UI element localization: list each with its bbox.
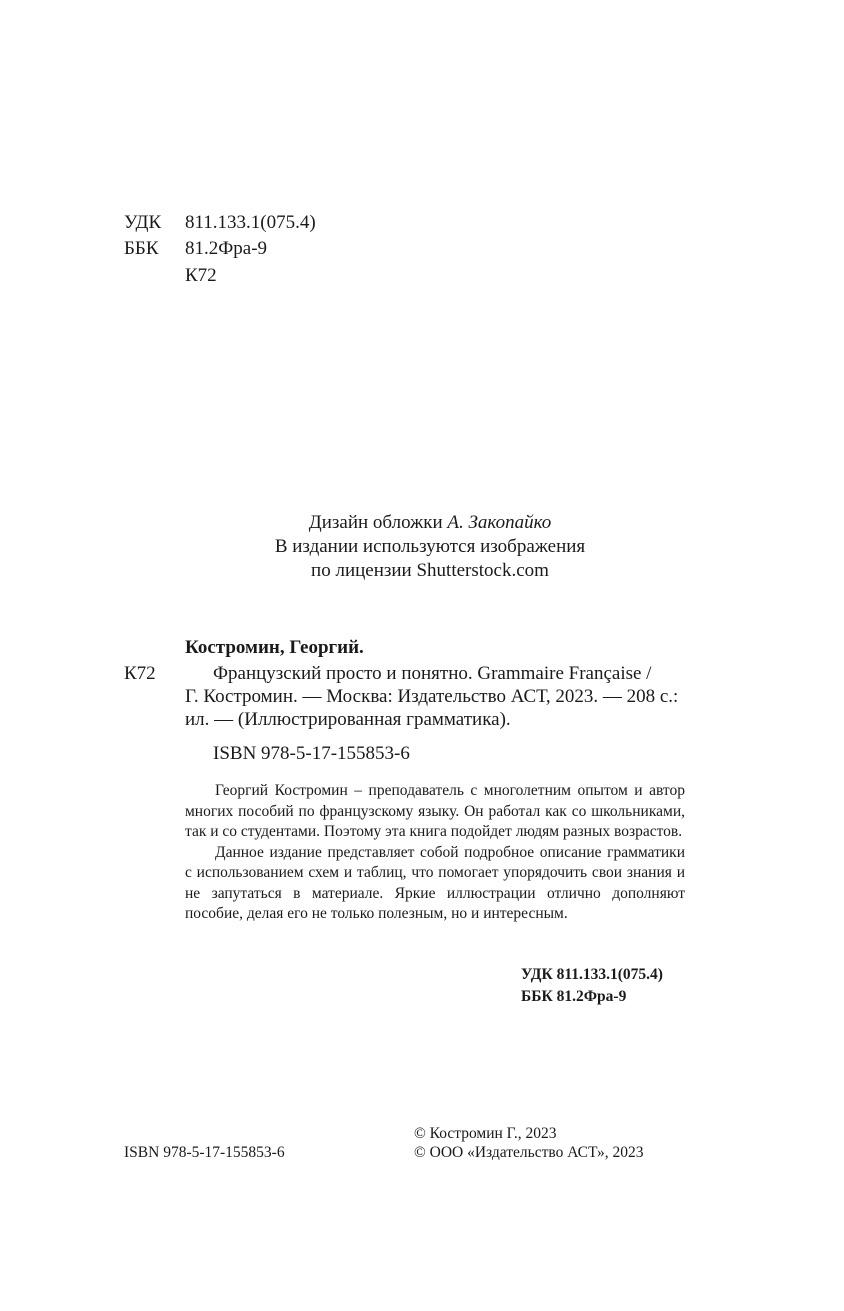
udk-value: 811.133.1(075.4) [185,212,316,233]
credits-block [200,511,660,583]
annotation-paragraph-2: Данное издание представляет собой подробное описание грамматики с использованием схем и таблиц, что помогает упорядочить свои знания и не запутаться в материале. Яркие иллюстрации отлично дополняют пособие, делая его не только полезным, но и интересным. [185,843,685,922]
udk-repeat: УДК 811.133.1(075.4) [521,966,663,983]
bbk-repeat: ББК 81.2Фра-9 [521,988,627,1005]
author-sign-row [0,264,844,287]
udk-row [0,211,844,234]
author-sign-bib: К72 [124,663,156,684]
cover-design-label: Дизайн обложки [308,512,443,533]
author-heading: Костромин, Георгий. [185,637,364,658]
footer-isbn: ISBN 978-5-17-155853-6 [124,1144,285,1161]
copyright-publisher: © ООО «Издательство АСТ», 2023 [414,1144,644,1161]
udk-label: УДК [124,212,162,233]
bib-title-line-3: ил. — (Иллюстрированная грамматика). [185,709,511,730]
copyright-author: © Костромин Г., 2023 [414,1125,557,1142]
annotation [185,781,685,925]
bib-title-line-1: Французский просто и понятно. Grammaire Française / [213,663,652,684]
images-notice-line-2: по лицензии Shutterstock.com [311,560,549,581]
images-notice-line-1: В издании используются изображения [274,536,586,557]
bibliographic-description [185,662,687,731]
cover-designer-name: А. Закопайко [447,512,552,533]
bib-title-line-2: Г. Костромин. — Москва: Издательство АСТ, 2023. — 208 с.: [185,686,679,707]
bbk-value: 81.2Фра-9 [185,238,268,259]
bib-isbn: ISBN 978-5-17-155853-6 [213,743,410,764]
annotation-paragraph-1: Георгий Костромин – преподаватель с многолетним опытом и автор многих пособий по французскому языку. Он работал как со школьниками, так и со студентами. Поэтому эта книга подойдет людям разных возрастов. [185,782,685,840]
author-sign-top: К72 [185,265,217,286]
cover-design-line [200,511,660,535]
bbk-label: ББК [124,238,159,259]
bbk-row [0,237,844,260]
